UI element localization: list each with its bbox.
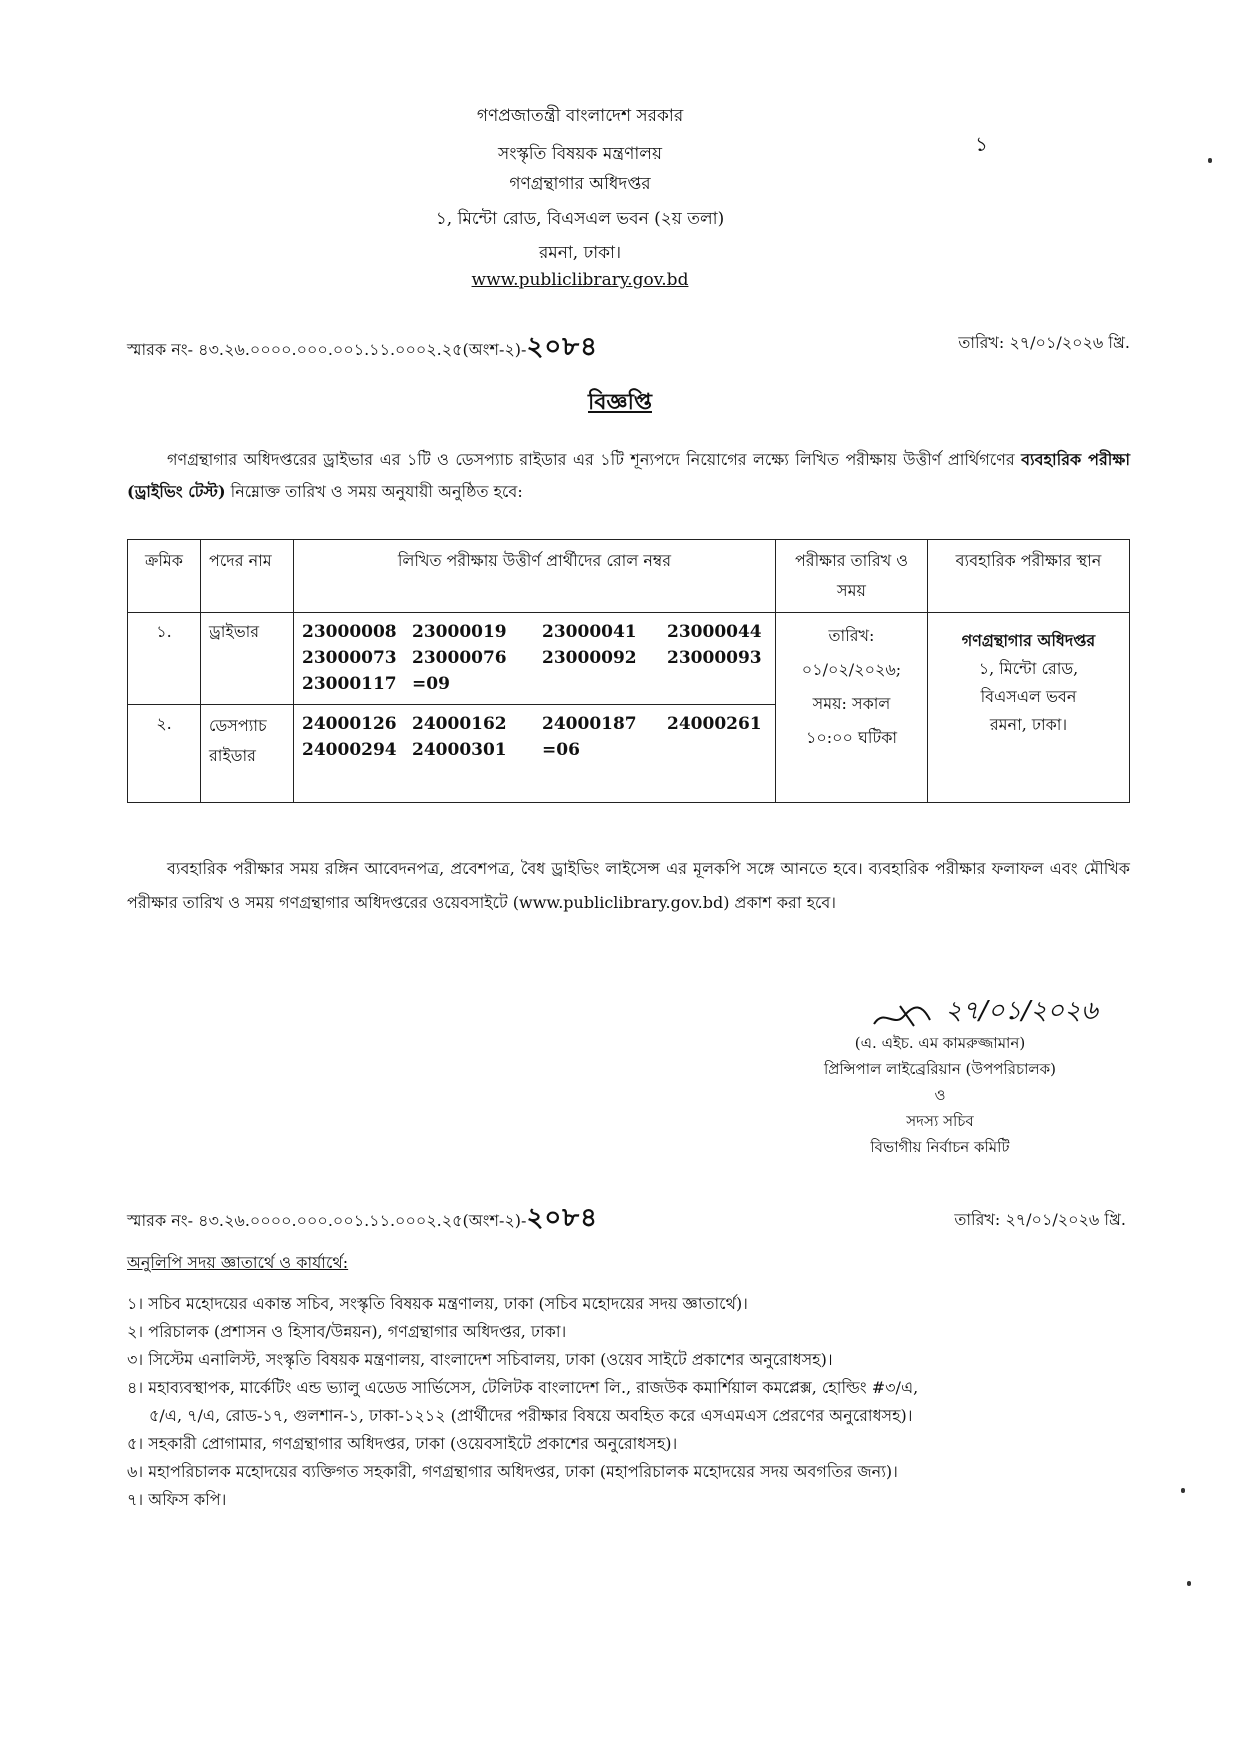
table-row xyxy=(128,613,1130,705)
roll-number: 24000187 xyxy=(542,714,637,734)
intro-paragraph xyxy=(127,444,1130,508)
roll-number: 24000261 xyxy=(667,714,762,734)
signature-scribble xyxy=(870,998,940,1032)
roll-list xyxy=(302,619,767,697)
list-item: ৩। সিস্টেম এনালিস্ট, সংস্কৃতি বিষয়ক মন্ত্রণালয়, বাংলাদেশ সচিবালয়, ঢাকা (ওয়েব সাইটে প্রকাশের অনুরোধসহ)। xyxy=(127,1350,833,1369)
roll-list xyxy=(302,711,767,763)
signature-date: ২৭/০১/২০২৬ xyxy=(945,996,1098,1026)
header-address: ১, মিন্টো রোড, বিএসএল ভবন (২য় তলা) xyxy=(435,209,725,229)
roll-number: 23000117 xyxy=(302,674,397,694)
roll-number: 23000008 xyxy=(302,622,397,642)
th-datetime: পরীক্ষার তারিখ ও সময় xyxy=(776,540,928,613)
intro-part2: নিম্নোক্ত তারিখ ও সময় অনুযায়ী অনুষ্ঠিত হবে: xyxy=(230,482,523,501)
list-item: ১। সচিব মহোদয়ের একান্ত সচিব, সংস্কৃতি বিষয়ক মন্ত্রণালয়, ঢাকা (সচিব মহোদয়ের সদয় জ্ঞাতার্থে)। xyxy=(127,1294,748,1313)
row1-rolls xyxy=(294,613,776,705)
roll-count: =06 xyxy=(542,740,580,760)
venue-line: গণগ্রন্থাগার অধিদপ্তর xyxy=(961,631,1096,650)
notice-title: বিজ্ঞপ্তি xyxy=(588,389,652,415)
th-post: পদের নাম xyxy=(201,540,294,613)
datetime-line: ১০:০০ ঘটিকা xyxy=(805,728,898,747)
row1-serial: ১. xyxy=(128,613,201,705)
signatory-and: ও xyxy=(934,1086,946,1104)
signatory-committee: বিভাগীয় নির্বাচন কমিটি xyxy=(870,1138,1010,1156)
list-item: ৫। সহকারী প্রোগামার, গণগ্রন্থাগার অধিদপ্তর, ঢাকা (ওয়েবসাইটে প্রকাশের অনুরোধসহ)। xyxy=(127,1434,678,1453)
intro-bold: ব্যবহারিক পরীক্ষা (ড্রাইভিং টেস্ট) xyxy=(127,450,1130,501)
memo-ref-number: ২০৮৪ xyxy=(526,332,598,362)
memo2-date: তারিখ: ২৭/০১/২০২৬ খ্রি. xyxy=(954,1210,1126,1229)
signatory-name: (এ. এইচ. এম কামরুজ্জামান) xyxy=(854,1034,1026,1052)
roll-number: 24000126 xyxy=(302,714,397,734)
th-venue: ব্যবহারিক পরীক্ষার স্থান xyxy=(928,540,1130,613)
memo-date: তারিখ: ২৭/০১/২০২৬ খ্রি. xyxy=(958,333,1130,352)
venue-line: বিএসএল ভবন xyxy=(980,687,1077,706)
roll-number: 23000041 xyxy=(542,622,637,642)
venue-line: রমনা, ঢাকা। xyxy=(989,715,1068,734)
memo2-ref-text: স্মারক নং- ৪৩.২৬.০০০০.০০০.০০১.১১.০০০২.২৫(অংশ-২)- xyxy=(127,1211,527,1230)
signatory-role: সদস্য সচিব xyxy=(906,1112,974,1130)
header-website-wrap xyxy=(0,270,1160,290)
signature-area xyxy=(870,990,1120,1034)
roll-count: =09 xyxy=(412,674,450,694)
list-item: ৭। অফিস কপি। xyxy=(127,1490,227,1509)
signatory-designation: প্রিন্সিপাল লাইব্রেরিয়ান (উপপরিচালক) xyxy=(824,1060,1056,1078)
row2-serial: ২. xyxy=(128,705,201,803)
roll-number: 24000162 xyxy=(412,714,507,734)
header-ministry: সংস্কৃতি বিষয়ক মন্ত্রণালয় xyxy=(498,144,662,164)
memo2-ref-number: ২০৮৪ xyxy=(526,1203,598,1233)
cc-list xyxy=(127,1290,1130,1514)
roll-number: 24000294 xyxy=(302,740,397,760)
memo-reference xyxy=(127,326,598,370)
roll-table xyxy=(127,539,1130,803)
table-header-row xyxy=(128,540,1130,613)
datetime-line: সময়: সকাল xyxy=(812,694,891,713)
memo2-reference xyxy=(127,1197,598,1241)
roll-number: 23000076 xyxy=(412,648,507,668)
list-item: ২। পরিচালক (প্রশাসন ও হিসাব/উন্নয়ন), গণগ্রন্থাগার অধিদপ্তর, ঢাকা। xyxy=(127,1322,567,1341)
header-government: গণপ্রজাতন্ত্রী বাংলাদেশ সরকার xyxy=(476,106,684,126)
roll-number: 23000019 xyxy=(412,622,507,642)
speck-mark xyxy=(1181,1488,1185,1493)
header-city: রমনা, ঢাকা। xyxy=(538,243,622,263)
th-serial: ক্রমিক xyxy=(128,540,201,613)
speck-mark xyxy=(1208,158,1212,163)
signature-block xyxy=(790,1030,1090,1160)
roll-number: 24000301 xyxy=(412,740,507,760)
header-department: গণগ্রন্থাগার অধিদপ্তর xyxy=(509,174,651,194)
datetime-line: তারিখ: xyxy=(828,626,875,645)
memo-ref-text: স্মারক নং- ৪৩.২৬.০০০০.০০০.০০১.১১.০০০২.২৫(অংশ-২)- xyxy=(127,340,527,359)
roll-number: 23000093 xyxy=(667,648,762,668)
roll-number: 23000044 xyxy=(667,622,762,642)
list-item: ৪। মহাব্যবস্থাপক, মার্কেটিং এন্ড ভ্যালু এডেড সার্ভিসেস, টেলিটক বাংলাদেশ লি., রাজউক কমার্শিয়াল কমপ্লেক্স, হোল্ডিং #৩/এ, xyxy=(127,1378,919,1397)
th-rolls: লিখিত পরীক্ষায় উত্তীর্ণ প্রার্থীদের রোল নম্বর xyxy=(294,540,776,613)
list-item: ৬। মহাপরিচালক মহোদয়ের ব্যক্তিগত সহকারী, গণগ্রন্থাগার অধিদপ্তর, ঢাকা (মহাপরিচালক মহোদয়ের সদয় অবগতির জন্য)। xyxy=(127,1462,898,1481)
row1-post: ড্রাইভার xyxy=(201,613,294,705)
header-website-link[interactable]: www.publiclibrary.gov.bd xyxy=(471,270,689,290)
roll-number: 23000073 xyxy=(302,648,397,668)
instructions-paragraph: ব্যবহারিক পরীক্ষার সময় রঙ্গিন আবেদনপত্র, প্রবেশপত্র, বৈধ ড্রাইভিং লাইসেন্স এর মূলকপি সঙ্গে আনতে হবে। ব্যবহারিক পরীক্ষার ফলাফল এবং মৌখিক পরীক্ষার তারিখ ও সময় গণগ্রন্থাগার অধিদপ্তরের ওয়েবসাইটে (www.publiclibrary.gov.bd) প্রকাশ করা হবে। xyxy=(127,859,1130,912)
list-item: ৫/এ, ৭/এ, রোড-১৭, গুলশান-১, ঢাকা-১২১২ (প্রার্থীদের পরীক্ষার বিষয়ে অবহিত করে এসএমএস প্রেরণের অনুরোধসহ)। xyxy=(149,1406,913,1425)
exam-venue xyxy=(928,613,1130,803)
row2-rolls xyxy=(294,705,776,803)
datetime-line: ০১/০২/২০২৬; xyxy=(801,660,902,679)
row2-post: ডেসপ্যাচ রাইডার xyxy=(201,705,294,803)
roll-number: 23000092 xyxy=(542,648,637,668)
cc-title: অনুলিপি সদয় জ্ঞাতার্থে ও কার্যার্থে: xyxy=(127,1253,349,1272)
page-number: ১ xyxy=(975,132,988,156)
venue-line: ১, মিন্টো রোড, xyxy=(978,659,1079,678)
exam-datetime xyxy=(776,613,928,803)
intro-part1: গণগ্রন্থাগার অধিদপ্তরের ড্রাইভার এর ১টি ও ডেসপ্যাচ রাইডার এর ১টি শূন্যপদে নিয়োগের লক্ষ্যে লিখিত পরীক্ষায় উত্তীর্ণ প্রার্থিগণের xyxy=(167,450,1015,469)
speck-mark xyxy=(1187,1581,1191,1586)
